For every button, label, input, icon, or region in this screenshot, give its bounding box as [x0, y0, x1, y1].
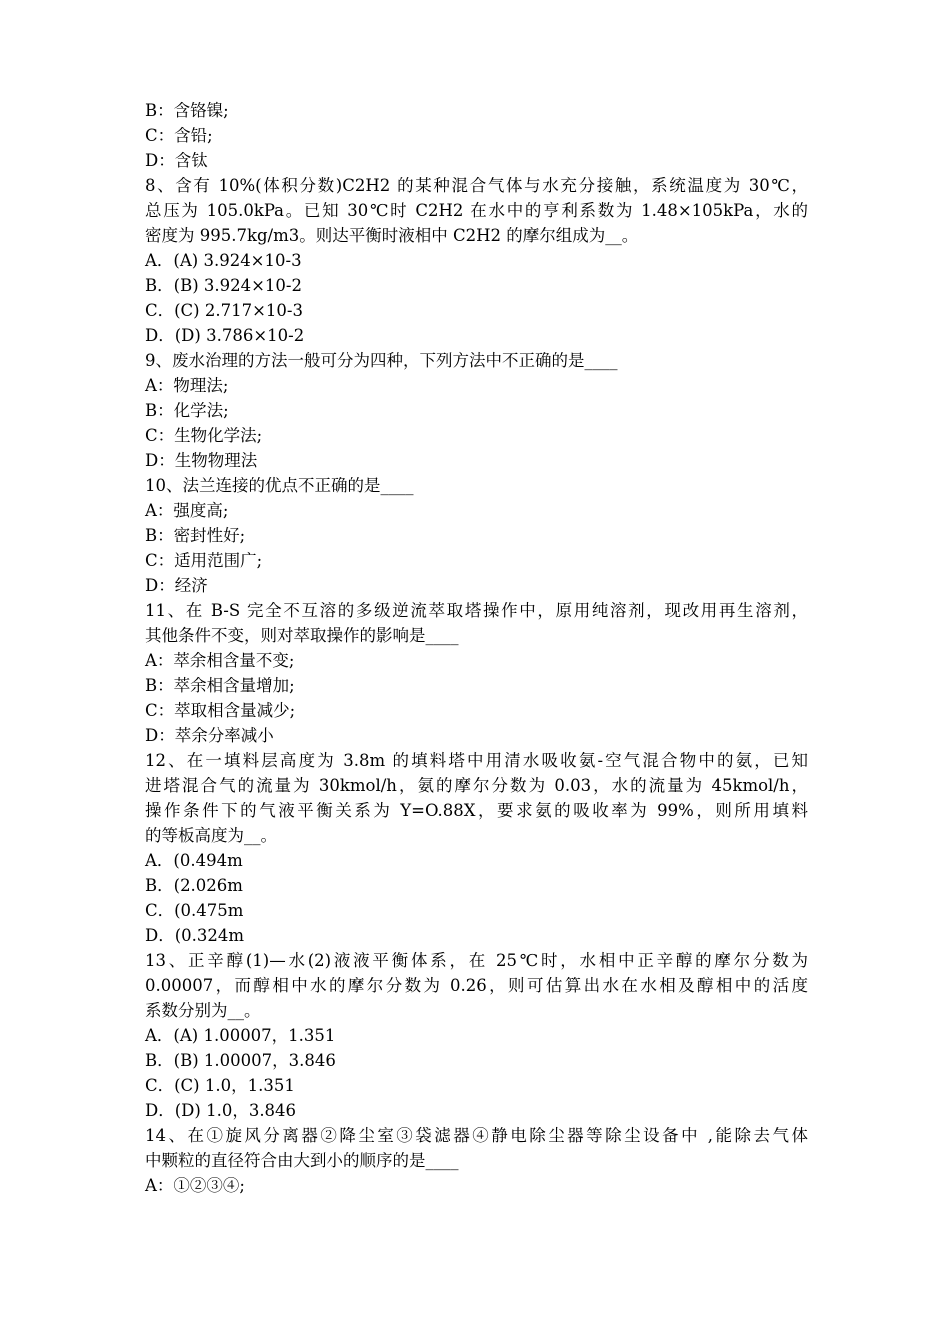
text-line: B：含铬镍;	[145, 101, 229, 120]
text-line: B．(B) 1.00007，3.846	[145, 1051, 336, 1070]
text-line: 13、正辛醇(1)—水(2)液液平衡体系，在 25℃时，水相中正辛醇的摩尔分数为	[145, 951, 808, 970]
text-line: 12、在一填料层高度为 3.8m 的填料塔中用清水吸收氨-空气混合物中的氨，已知	[145, 751, 808, 770]
text-line: C．(C) 1.0，1.351	[145, 1076, 295, 1095]
text-line: 8、含有 10%(体积分数)C2H2 的某种混合气体与水充分接触，系统温度为 30℃，	[145, 176, 808, 195]
text-line: 0.00007，而醇相中水的摩尔分数为 0.26，则可估算出水在水相及醇相中的活度	[145, 976, 808, 995]
text-line: D：萃余分率减小	[145, 726, 274, 745]
text-line: D．(D) 1.0，3.846	[145, 1101, 297, 1120]
text-line: D：生物物理法	[145, 451, 258, 470]
text-line: A：物理法;	[145, 376, 229, 395]
text-line: 的等板高度为__。	[145, 826, 277, 845]
text-line: A．(A) 1.00007，1.351	[145, 1026, 336, 1045]
text-line: D：经济	[145, 576, 208, 595]
text-line: 10、法兰连接的优点不正确的是____	[145, 476, 414, 495]
text-line: C．(C) 2.717×10-3	[145, 301, 303, 320]
text-line: D．(0.324m	[145, 926, 245, 945]
text-line: C：萃取相含量减少;	[145, 701, 296, 720]
text-line: A．(A) 3.924×10-3	[145, 251, 302, 270]
text-line: B：化学法;	[145, 401, 229, 420]
text-line: 进塔混合气的流量为 30kmol/h，氨的摩尔分数为 0.03，水的流量为 45kmol/h，	[145, 776, 808, 795]
text-line: 14、在①旋风分离器②降尘室③袋滤器④静电除尘器等除尘设备中 ,能除去气体	[145, 1126, 808, 1145]
text-line: A：①②③④;	[145, 1176, 245, 1195]
text-line: C．(0.475m	[145, 901, 244, 920]
text-line: 系数分别为__。	[145, 1001, 261, 1020]
text-line: A：强度高;	[145, 501, 229, 520]
text-line: B：萃余相含量增加;	[145, 676, 295, 695]
text-line: 中颗粒的直径符合由大到小的顺序的是____	[145, 1151, 459, 1170]
text-line: A：萃余相含量不变;	[145, 651, 295, 670]
text-line: 总压为 105.0kPa。已知 30℃时 C2H2 在水中的亨利系数为 1.48×105kPa，水的	[145, 201, 808, 220]
text-line: D．(D) 3.786×10-2	[145, 326, 305, 345]
text-line: C：适用范围广;	[145, 551, 263, 570]
document-page	[145, 98, 808, 1198]
text-line: 9、废水治理的方法一般可分为四种，下列方法中不正确的是____	[145, 351, 618, 370]
text-line: B．(2.026m	[145, 876, 243, 895]
text-line: C：生物化学法;	[145, 426, 263, 445]
text-line: C：含铅;	[145, 126, 213, 145]
text-line: 密度为 995.7kg/m3。则达平衡时液相中 C2H2 的摩尔组成为__。	[145, 226, 639, 245]
text-line: 操作条件下的气液平衡关系为 Y=O.88X，要求氨的吸收率为 99%，则所用填料	[145, 801, 808, 820]
text-line: 其他条件不变，则对萃取操作的影响是____	[145, 626, 459, 645]
text-line: B：密封性好;	[145, 526, 246, 545]
text-line: A．(0.494m	[145, 851, 243, 870]
text-line: D：含钛	[145, 151, 208, 170]
text-line: B．(B) 3.924×10-2	[145, 276, 302, 295]
text-line: 11、在 B-S 完全不互溶的多级逆流萃取塔操作中，原用纯溶剂，现改用再生溶剂，	[145, 601, 808, 620]
